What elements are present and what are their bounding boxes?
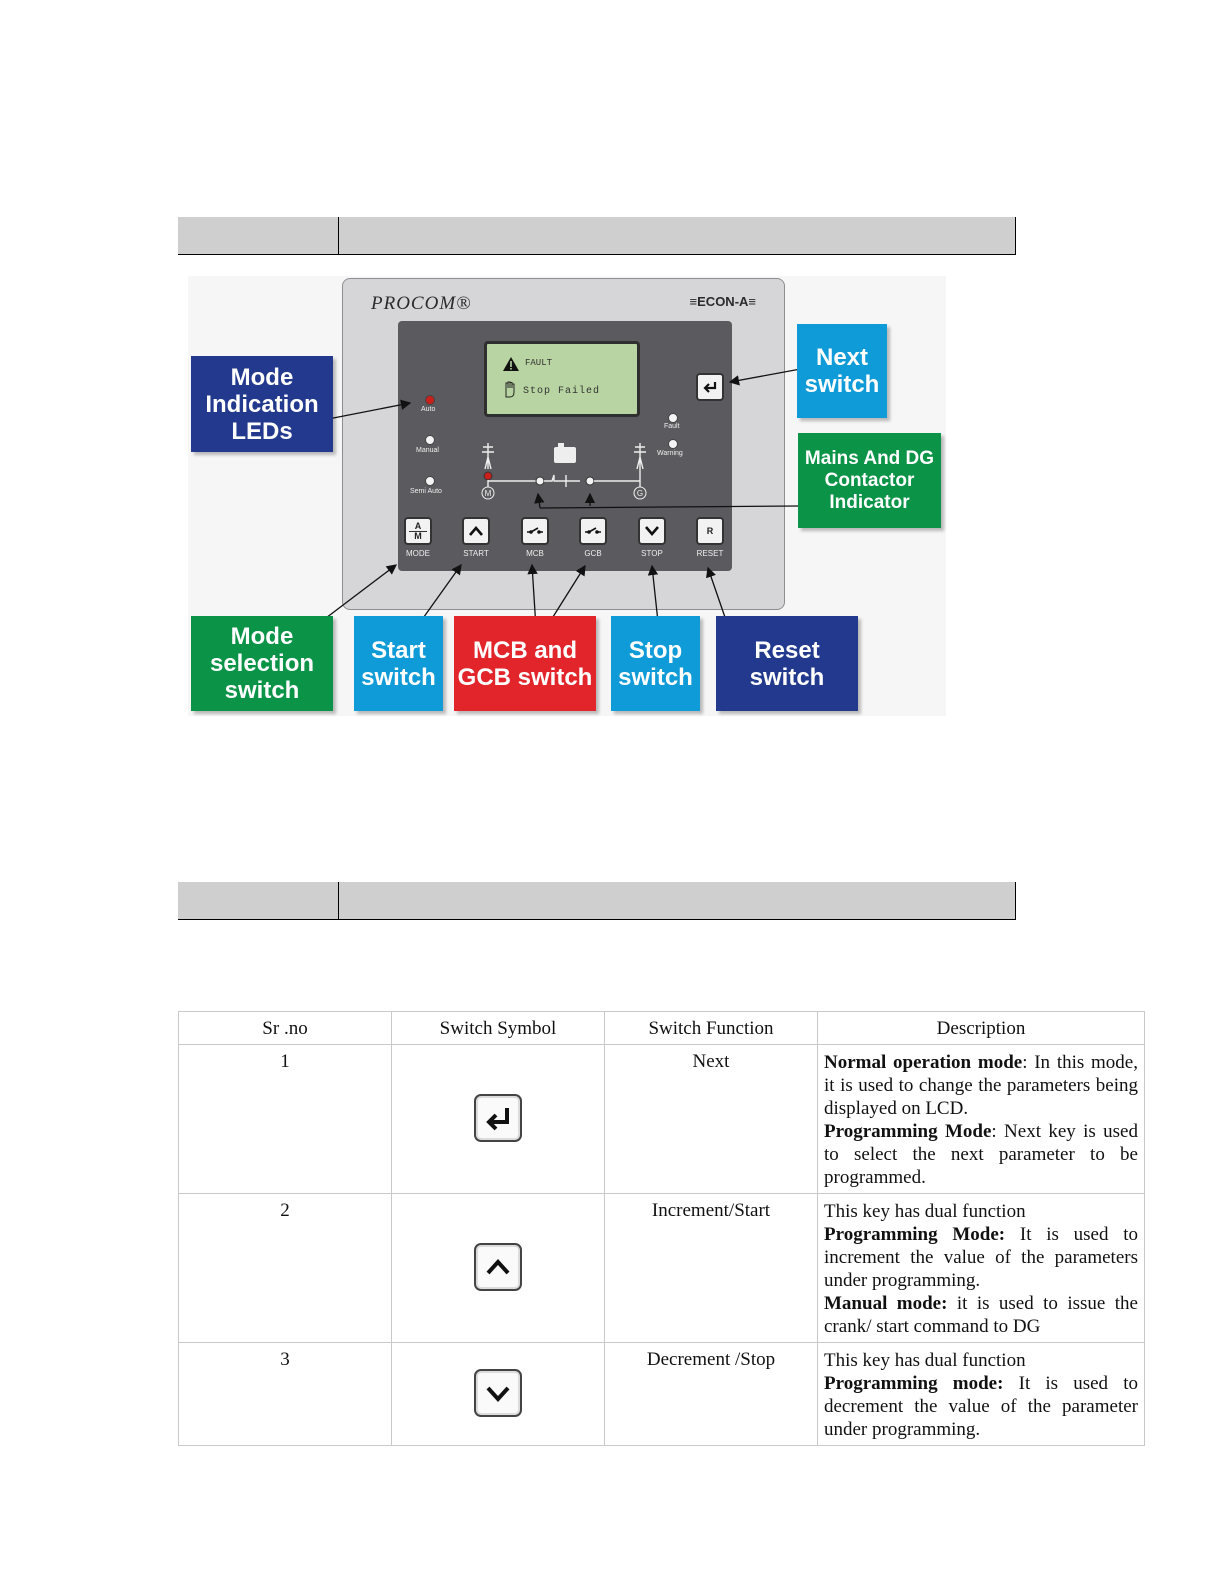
callout-mains-dg-indicator: Mains And DG Contactor Indicator (798, 433, 941, 528)
model-label: ≡ECON-A≡ (689, 294, 756, 309)
led-label-auto: Auto (421, 406, 436, 413)
mode-key-glyph-m: M (414, 530, 422, 541)
reset-key-label: RESET (696, 549, 724, 558)
led-label-semi-auto: Semi Auto (410, 488, 442, 495)
row-sr: 2 (179, 1194, 392, 1343)
mains-symbol: M (484, 489, 492, 498)
mode-key-glyph-a: A (414, 520, 422, 531)
row-sr: 3 (179, 1343, 392, 1446)
callout-start-switch: Start switch (354, 616, 443, 711)
header-switch-function: Switch Function (605, 1012, 818, 1045)
table-row (179, 1194, 1145, 1343)
start-key-label: START (463, 549, 489, 558)
table-row (179, 1045, 1145, 1194)
callout-stop-switch: Stop switch (611, 616, 700, 711)
row-description: Normal operation mode: In this mode, it is used to change the parameters being displayed on LCD. Programming Mode: Next key is used to select the next parameter to be programmed. (818, 1045, 1145, 1194)
row-function: Increment/Start (605, 1194, 818, 1343)
led-label-fault: Fault (664, 423, 680, 430)
brand-logo: PROCOM® (371, 293, 472, 314)
row-symbol (392, 1045, 605, 1194)
down-key-icon (474, 1369, 522, 1417)
mode-key-label: MODE (406, 549, 430, 558)
callout-next-switch: Next switch (797, 324, 887, 418)
row-function: Decrement /Stop (605, 1343, 818, 1446)
lcd-status-text: Stop Failed (523, 386, 601, 397)
header-description: Description (818, 1012, 1145, 1045)
section-header-bar-1 (178, 217, 1016, 255)
section-header-bar-2 (178, 882, 1016, 920)
row-symbol (392, 1194, 605, 1343)
front-panel-diagram (188, 276, 946, 716)
row-function: Next (605, 1045, 818, 1194)
row-description: This key has dual function Programming Mode: It is used to increment the value of the parameters under programming. Manual mode: it is used to issue the crank/ start command to DG (818, 1194, 1145, 1343)
led-label-manual: Manual (416, 447, 439, 454)
lcd-fault-text: FAULT (525, 358, 553, 368)
callout-mode-indication-leds: Mode Indication LEDs (191, 356, 333, 452)
row-description: This key has dual function Programming mode: It is used to decrement the value of the parameter under programming. (818, 1343, 1145, 1446)
reset-key-glyph: R (706, 526, 714, 536)
up-key-icon (474, 1243, 522, 1291)
callout-reset-switch: Reset switch (716, 616, 858, 711)
header-switch-symbol: Switch Symbol (392, 1012, 605, 1045)
led-label-warning: Warning (657, 450, 683, 457)
callout-mcb-gcb-switch: MCB and GCB switch (454, 616, 596, 711)
table-row (179, 1343, 1145, 1446)
mcb-key-label: MCB (526, 549, 544, 558)
row-symbol (392, 1343, 605, 1446)
row-sr: 1 (179, 1045, 392, 1194)
stop-key-label: STOP (641, 549, 663, 558)
table-header-row (179, 1012, 1145, 1045)
switch-table (178, 1011, 1145, 1446)
callout-mode-selection-switch: Mode selection switch (191, 616, 333, 711)
dg-symbol: G (636, 489, 644, 498)
gcb-key-label: GCB (584, 549, 602, 558)
header-sr-no: Sr .no (179, 1012, 392, 1045)
enter-key-icon (474, 1094, 522, 1142)
